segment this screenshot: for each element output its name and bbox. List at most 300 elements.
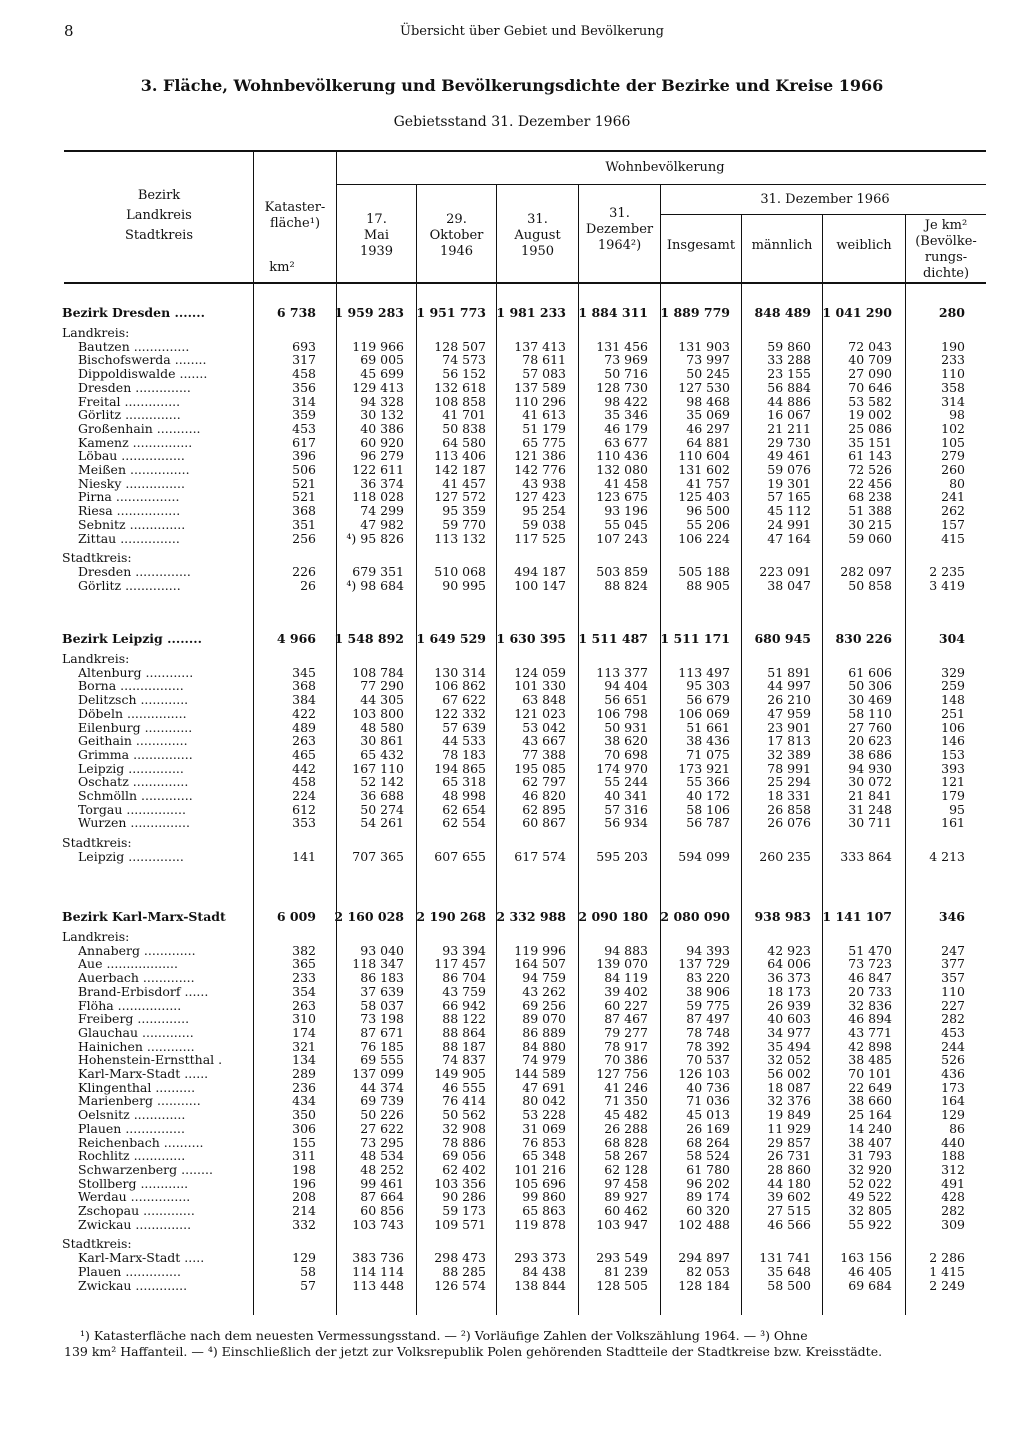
cell: 78 183 [442, 746, 486, 762]
cell: 95 [949, 801, 965, 817]
cell: 103 947 [596, 1216, 648, 1232]
cell: 88 864 [442, 1024, 486, 1040]
cell: 142 187 [434, 462, 486, 477]
cell: 19 301 [767, 475, 811, 491]
cell: 59 173 [442, 1203, 486, 1218]
header-bottom-rule [64, 282, 986, 284]
header-stub-line: Bezirk [137, 188, 181, 203]
row-label: Stadtkreis: [62, 1237, 132, 1252]
header-km: km² [269, 260, 295, 275]
cell: 126 103 [678, 1066, 730, 1081]
cell: 96 500 [686, 503, 730, 519]
cell: 88 824 [604, 577, 648, 593]
cell: 383 736 [352, 1250, 404, 1266]
row-label: Stadtkreis: [62, 551, 132, 566]
cell: 247 [941, 942, 965, 958]
cell: 26 169 [686, 1120, 730, 1136]
row-label: Sebnitz .............. [78, 517, 186, 532]
cell: 110 604 [678, 448, 730, 464]
cell: 30 072 [848, 774, 892, 790]
cell: 617 [292, 434, 316, 450]
cell: 37 639 [360, 983, 404, 999]
cell: 46 555 [442, 1079, 486, 1095]
cell: 358 [941, 379, 965, 395]
table-row [0, 1163, 1024, 1177]
header-stub-line: Stadtkreis [124, 228, 194, 243]
cell: 311 [292, 1148, 316, 1164]
row-label: Görlitz .............. [78, 578, 181, 593]
cell: 108 858 [434, 393, 486, 409]
cell: 48 580 [360, 719, 404, 735]
cell: 114 114 [352, 1263, 404, 1279]
cell: 73 997 [686, 352, 730, 368]
cell: 503 859 [596, 563, 648, 579]
cell: 11 929 [767, 1120, 811, 1136]
cell: 262 [941, 503, 965, 519]
cell: 131 602 [678, 462, 730, 477]
cell: 489 [292, 719, 316, 735]
cell: 128 507 [434, 338, 486, 354]
cell: 80 [949, 475, 965, 491]
cell: 76 185 [360, 1038, 404, 1054]
cell: 50 562 [442, 1107, 486, 1123]
row-label: Döbeln ............... [78, 706, 187, 721]
row-label: Niesky ............... [78, 476, 185, 491]
cell: 56 679 [686, 692, 730, 708]
table-row [0, 1026, 1024, 1040]
cell: 105 [941, 434, 965, 450]
cell: 132 080 [596, 462, 648, 477]
cell: 148 [941, 692, 965, 708]
row-label: Bezirk Karl-Marx-Stadt [62, 910, 226, 924]
cell: 94 759 [522, 970, 566, 986]
cell: 102 [941, 420, 965, 436]
cell: 95 303 [686, 678, 730, 694]
cell: 70 646 [848, 379, 892, 395]
cell: 27 760 [848, 719, 892, 735]
cell: 74 573 [442, 352, 486, 368]
cell: 82 053 [686, 1263, 730, 1279]
cell: 65 863 [522, 1203, 566, 1218]
cell: 99 860 [522, 1189, 566, 1205]
cell: 6 009 [276, 909, 316, 924]
cell: 87 664 [360, 1189, 404, 1205]
cell: 289 [292, 1066, 316, 1081]
cell: 64 881 [686, 434, 730, 450]
cell: 60 320 [686, 1203, 730, 1218]
cell: 35 346 [604, 407, 648, 423]
cell: 131 456 [596, 338, 648, 354]
header-line: 1964²) [597, 238, 642, 253]
row-label: Dresden .............. [78, 380, 191, 395]
cell: 72 043 [848, 338, 892, 354]
cell: 293 373 [514, 1250, 566, 1266]
cell: 138 844 [514, 1277, 566, 1293]
row-label: Grimma ............... [78, 747, 193, 762]
cell: 48 998 [442, 788, 486, 803]
cell: 86 183 [360, 970, 404, 986]
cell: 34 977 [767, 1024, 811, 1040]
cell: 18 173 [767, 983, 811, 999]
cell: 45 699 [360, 366, 404, 382]
cell: 1 041 290 [822, 305, 892, 320]
cell: 24 991 [767, 516, 811, 532]
header-line: 1946 [439, 244, 474, 259]
cell: 86 889 [522, 1024, 566, 1040]
cell: 19 849 [767, 1107, 811, 1123]
cell: 241 [941, 489, 965, 505]
cell: 144 589 [514, 1066, 566, 1081]
cell: 55 045 [604, 516, 648, 532]
cell: 194 865 [434, 760, 486, 776]
cell: 21 211 [767, 420, 811, 436]
row-label: Kamenz ............... [78, 435, 193, 450]
table-row [0, 693, 1024, 707]
row-label: Plauen ............... [78, 1121, 185, 1136]
row-label: Landkreis: [62, 652, 130, 666]
cell: 137 589 [514, 379, 566, 395]
cell: 40 603 [767, 1011, 811, 1027]
cell: 93 394 [442, 942, 486, 958]
header-dez-1966: 31. Dezember 1966 [760, 192, 890, 207]
cell: 23 155 [767, 366, 811, 382]
cell: 356 [292, 379, 316, 395]
cell: 48 252 [360, 1161, 404, 1177]
cell: 36 688 [360, 788, 404, 803]
header-col-1950 [497, 212, 578, 260]
cell: 38 047 [767, 577, 811, 593]
cell: 1 548 892 [334, 631, 404, 646]
header-line: rungs- [924, 250, 968, 265]
row-label: Altenburg ............ [78, 665, 194, 680]
cell: 109 571 [434, 1216, 486, 1232]
cell: 70 537 [686, 1052, 730, 1068]
row-label: Landkreis: [62, 930, 130, 944]
cell: 1 889 779 [660, 305, 730, 320]
cell: 2 090 180 [578, 909, 648, 924]
header-line: Je km² [924, 218, 968, 233]
wohn-rule [336, 184, 986, 185]
cell: 132 618 [434, 379, 486, 395]
cell: 80 042 [522, 1093, 566, 1109]
cell: 4 213 [929, 848, 965, 864]
cell: 121 386 [514, 448, 566, 464]
cell: 94 930 [848, 760, 892, 776]
cell: 131 903 [678, 338, 730, 354]
cell: 61 606 [848, 664, 892, 680]
cell: 346 [938, 909, 965, 924]
cell: 88 187 [442, 1038, 486, 1054]
cell: 146 [941, 733, 965, 749]
cell: 94 883 [604, 942, 648, 958]
cell: 26 939 [767, 997, 811, 1013]
cell: 50 858 [848, 577, 892, 593]
cell: 103 356 [434, 1175, 486, 1191]
header-col-weiblich: weiblich [836, 238, 892, 253]
header-line: (Bevölke- [915, 234, 977, 249]
cell: 465 [292, 746, 316, 762]
cell: 282 [941, 1203, 965, 1218]
cell: 127 572 [434, 489, 486, 505]
row-label: Dippoldiswalde ....... [78, 367, 208, 382]
dez-rule [660, 214, 986, 215]
cell: 50 245 [686, 366, 730, 382]
cell: 118 028 [352, 489, 404, 505]
cell: 68 264 [686, 1134, 730, 1150]
cell: 64 580 [442, 434, 486, 450]
cell: 127 756 [596, 1066, 648, 1081]
cell: 93 040 [360, 942, 404, 958]
cell: 46 179 [604, 420, 648, 436]
cell: 113 377 [596, 664, 648, 680]
cell: 6 738 [276, 305, 316, 320]
cell: 345 [292, 664, 316, 680]
header-col-maennlich: männlich [751, 238, 813, 253]
cell: 173 [941, 1079, 965, 1095]
cell: 41 457 [442, 475, 486, 491]
table-row [0, 850, 1024, 864]
cell: 1 959 283 [334, 305, 404, 320]
header-kataster-line: fläche¹) [269, 216, 321, 231]
table-row [0, 579, 1024, 593]
cell: 102 488 [678, 1216, 730, 1232]
cell: 61 143 [848, 448, 892, 464]
cell: 263 [292, 997, 316, 1013]
cell: 88 905 [686, 577, 730, 593]
cell: 128 184 [678, 1277, 730, 1293]
table-row [0, 1108, 1024, 1122]
cell: 68 828 [604, 1134, 648, 1150]
table-title: 3. Fläche, Wohnbevölkerung und Bevölkerungsdichte der Bezirke und Kreise 1966 [140, 76, 884, 95]
cell: 164 [941, 1093, 965, 1109]
cell: 84 438 [522, 1263, 566, 1279]
cell: 73 723 [848, 956, 892, 972]
cell: 71 075 [686, 746, 730, 762]
cell: 94 393 [686, 942, 730, 958]
cell: 46 847 [848, 970, 892, 986]
row-label: Hainichen ............ [78, 1039, 195, 1054]
row-label: Stollberg ............ [78, 1176, 189, 1191]
cell: 41 613 [522, 407, 566, 423]
row-label: Großenhain ........... [78, 421, 201, 436]
cell: 357 [941, 970, 965, 986]
cell: 69 256 [522, 997, 566, 1013]
row-label: Bischofswerda ........ [78, 353, 207, 368]
cell: 43 262 [522, 983, 566, 999]
cell: 106 [941, 719, 965, 735]
cell: 60 867 [522, 815, 566, 831]
cell: 39 602 [767, 1189, 811, 1205]
cell: 251 [941, 705, 965, 721]
cell: 40 172 [686, 788, 730, 803]
row-label: Hohenstein-Ernstthal . [78, 1053, 223, 1068]
cell: 73 969 [604, 352, 648, 368]
cell: 94 328 [360, 393, 404, 409]
row-label: Werdau ............... [78, 1190, 191, 1205]
cell: 161 [941, 815, 965, 831]
cell: 71 036 [686, 1093, 730, 1109]
cell: 57 316 [604, 801, 648, 817]
cell: 368 [292, 503, 316, 519]
row-label: Oschatz .............. [78, 775, 189, 790]
cell: 43 759 [442, 983, 486, 999]
cell: 94 404 [604, 678, 648, 694]
cell: 93 196 [604, 503, 648, 519]
cell: 62 554 [442, 815, 486, 831]
cell: 81 239 [604, 1263, 648, 1279]
table-row [0, 518, 1024, 532]
group-label-row [0, 930, 1024, 944]
cell: 31 069 [522, 1120, 566, 1136]
header-line: 31. [527, 212, 548, 227]
cell: 4 966 [276, 631, 316, 646]
cell: 510 068 [434, 563, 486, 579]
cell: 46 405 [848, 1263, 892, 1279]
cell: 359 [292, 407, 316, 423]
cell: 110 296 [514, 393, 566, 409]
cell: 89 070 [522, 1011, 566, 1027]
cell: 88 285 [442, 1263, 486, 1279]
cell: 103 743 [352, 1216, 404, 1232]
row-label: Bautzen .............. [78, 339, 190, 354]
cell: 106 224 [678, 530, 730, 546]
cell: 2 190 268 [416, 909, 486, 924]
table-row [0, 748, 1024, 762]
cell: 442 [292, 760, 316, 776]
cell: 22 456 [848, 475, 892, 491]
cell: 47 982 [360, 516, 404, 532]
row-label: Flöha ................ [78, 998, 182, 1013]
cell: 44 305 [360, 692, 404, 708]
cell: 38 906 [686, 983, 730, 999]
cell: 43 771 [848, 1024, 892, 1040]
cell: 1 884 311 [578, 305, 648, 320]
cell: 26 731 [767, 1148, 811, 1164]
cell: 46 566 [767, 1216, 811, 1232]
header-line: 17. [366, 212, 387, 227]
cell: 42 923 [767, 942, 811, 958]
cell: 59 038 [522, 516, 566, 532]
row-label: Landkreis: [62, 326, 130, 340]
cell: 49 461 [767, 448, 811, 464]
cell: 384 [292, 692, 316, 708]
cell: 70 698 [604, 746, 648, 762]
cell: 368 [292, 678, 316, 694]
cell: 40 341 [604, 788, 648, 803]
cell: 77 290 [360, 678, 404, 694]
cell: 174 970 [596, 760, 648, 776]
cell: 607 655 [434, 848, 486, 864]
cell: 106 798 [596, 705, 648, 721]
header-stub [64, 186, 254, 246]
cell: 260 [941, 462, 965, 477]
cell: 505 188 [678, 563, 730, 579]
cell: 87 671 [360, 1024, 404, 1040]
cell: 89 927 [604, 1189, 648, 1205]
cell: 39 402 [604, 983, 648, 999]
cell: 157 [941, 516, 965, 532]
row-label: Meißen ............... [78, 463, 190, 477]
cell: 122 332 [434, 705, 486, 721]
cell: 38 660 [848, 1093, 892, 1109]
group-label-row [0, 652, 1024, 666]
cell: 382 [292, 942, 316, 958]
cell: 40 709 [848, 352, 892, 368]
cell: 121 [941, 774, 965, 790]
cell: 830 226 [835, 631, 892, 646]
cell: 58 110 [848, 705, 892, 721]
cell: 312 [941, 1161, 965, 1177]
cell: 45 482 [604, 1107, 648, 1123]
cell: 95 254 [522, 503, 566, 519]
cell: 35 069 [686, 407, 730, 423]
cell: 59 060 [848, 530, 892, 546]
cell: 47 691 [522, 1079, 566, 1095]
cell: 233 [292, 970, 316, 986]
row-label: Delitzsch ............ [78, 693, 189, 708]
cell: 88 122 [442, 1011, 486, 1027]
cell: 163 156 [840, 1250, 892, 1266]
cell: 141 [292, 848, 316, 864]
cell: 110 [941, 983, 965, 999]
cell: 71 350 [604, 1093, 648, 1109]
cell: 280 [938, 305, 965, 320]
cell: 293 549 [596, 1250, 648, 1266]
group-label-row [0, 326, 1024, 340]
cell: 51 388 [848, 503, 892, 519]
cell: 134 [292, 1052, 316, 1068]
row-label: Plauen .............. [78, 1264, 181, 1279]
cell: 1 649 529 [416, 631, 486, 646]
cell: 55 366 [686, 774, 730, 790]
cell: ⁴) 95 826 [346, 530, 404, 546]
cell: 2 286 [929, 1250, 965, 1266]
cell: 127 530 [678, 379, 730, 395]
cell: 43 667 [522, 733, 566, 749]
bezirk-row [0, 910, 1024, 924]
cell: 848 489 [754, 305, 811, 320]
cell: 53 582 [848, 393, 892, 409]
cell: 26 210 [767, 692, 811, 708]
cell: 58 267 [604, 1148, 648, 1164]
cell: 55 244 [604, 774, 648, 790]
row-label: Torgau ............... [78, 802, 186, 817]
cell: 32 052 [767, 1052, 811, 1068]
cell: 595 203 [596, 848, 648, 864]
cell: 119 966 [352, 338, 404, 354]
cell: 26 076 [767, 815, 811, 831]
cell: 90 995 [442, 577, 486, 593]
cell: 78 392 [686, 1038, 730, 1054]
cell: 128 505 [596, 1277, 648, 1293]
cell: 106 862 [434, 678, 486, 694]
cell: 25 294 [767, 774, 811, 790]
cell: 70 101 [848, 1066, 892, 1081]
cell: 422 [292, 705, 316, 721]
cell: 3 419 [929, 577, 965, 593]
cell: 20 623 [848, 733, 892, 749]
cell: 66 942 [442, 997, 486, 1013]
cell: 58 037 [360, 997, 404, 1013]
row-label: Eilenburg ............ [78, 720, 193, 735]
cell: 32 805 [848, 1203, 892, 1218]
cell: 393 [941, 760, 965, 776]
cell: 78 748 [686, 1024, 730, 1040]
cell: 56 884 [767, 379, 811, 395]
cell: 53 042 [522, 719, 566, 735]
cell: 118 347 [352, 956, 404, 972]
row-label: Schmölln ............. [78, 789, 193, 803]
